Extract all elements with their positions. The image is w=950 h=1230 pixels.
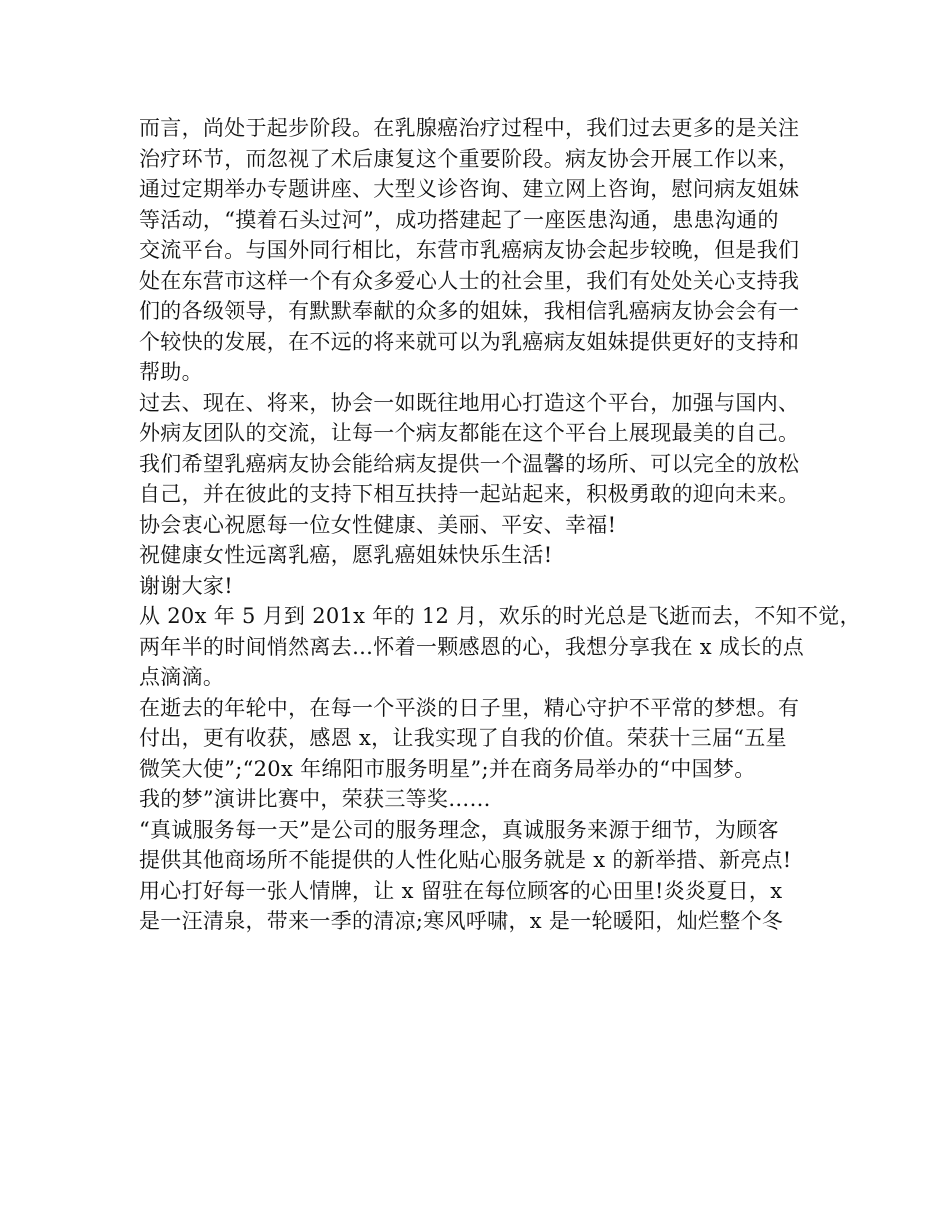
text-line: 付出，更有收获，感恩 x，让我实现了自我的价值。荣获十三届“五星 — [139, 726, 787, 750]
text-line: 微笑大使”;“20x 年绵阳市服务明星”;并在商务局举办的“中国梦。 — [139, 756, 756, 781]
text-line: 我们希望乳癌病友协会能给病友提供一个温馨的场所、可以完全的放松 — [139, 451, 800, 476]
text-line: 们的各级领导，有默默奉献的众多的姐妹，我相信乳癌病友协会会有一 — [139, 299, 800, 323]
text-line: 点滴滴。 — [139, 665, 225, 689]
text-line: 通过定期举办专题讲座、大型义诊咨询、建立网上咨询，慰问病友姐妹 — [139, 177, 800, 201]
text-line: 交流平台。与国外同行相比，东营市乳癌病友协会起步较晚，但是我们 — [139, 238, 800, 262]
text-line: 等活动，“摸着石头过河”，成功搭建起了一座医患沟通，患患沟通的 — [139, 207, 779, 232]
text-line: 而言，尚处于起步阶段。在乳腺癌治疗过程中，我们过去更多的是关注 — [139, 116, 800, 140]
text-line: 外病友团队的交流，让每一个病友都能在这个平台上展现最美的自己。 — [139, 421, 800, 445]
text-line: 是一汪清泉，带来一季的清凉;寒风呼啸，x 是一轮暖阳，灿烂整个冬 — [139, 909, 784, 933]
text-line: 处在东营市这样一个有众多爱心人士的社会里，我们有处处关心支持我 — [139, 268, 800, 293]
document-body — [139, 113, 861, 937]
text-line: 在逝去的年轮中，在每一个平淡的日子里，精心守护不平常的梦想。有 — [139, 695, 800, 720]
text-line: 个较快的发展，在不远的将来就可以为乳癌病友姐妹提供更好的支持和 — [139, 329, 800, 354]
text-line: 谢谢大家! — [139, 573, 233, 598]
text-line: 过去、现在、将来，协会一如既往地用心打造这个平台，加强与国内、 — [139, 390, 800, 415]
text-line: 提供其他商场所不能提供的人性化贴心服务就是 x 的新举措、新亮点! — [139, 848, 792, 872]
text-line: “真诚服务每一天”是公司的服务理念，真诚服务来源于细节，为顾客 — [139, 817, 779, 842]
text-line: 治疗环节，而忽视了术后康复这个重要阶段。病友协会开展工作以来， — [139, 146, 800, 171]
text-line: 从 20x 年 5 月到 201x 年的 12 月，欢乐的时光总是飞逝而去，不知不觉， — [139, 604, 861, 628]
text-line: 祝健康女性远离乳癌，愿乳癌姐妹快乐生活! — [139, 543, 553, 567]
text-line: 自己，并在彼此的支持下相互扶持一起站起来，积极勇敢的迎向未来。 — [139, 482, 800, 506]
text-line: 用心打好每一张人情牌，让 x 留驻在每位顾客的心田里!炎炎夏日，x — [139, 878, 783, 903]
text-line: 两年半的时间悄然离去…怀着一颗感恩的心，我想分享我在 x 成长的点 — [139, 634, 805, 659]
text-line: 帮助。 — [139, 360, 203, 384]
text-line: 我的梦”演讲比赛中，荣获三等奖…… — [139, 787, 491, 811]
text-line: 协会衷心祝愿每一位女性健康、美丽、平安、幸福! — [139, 512, 617, 537]
